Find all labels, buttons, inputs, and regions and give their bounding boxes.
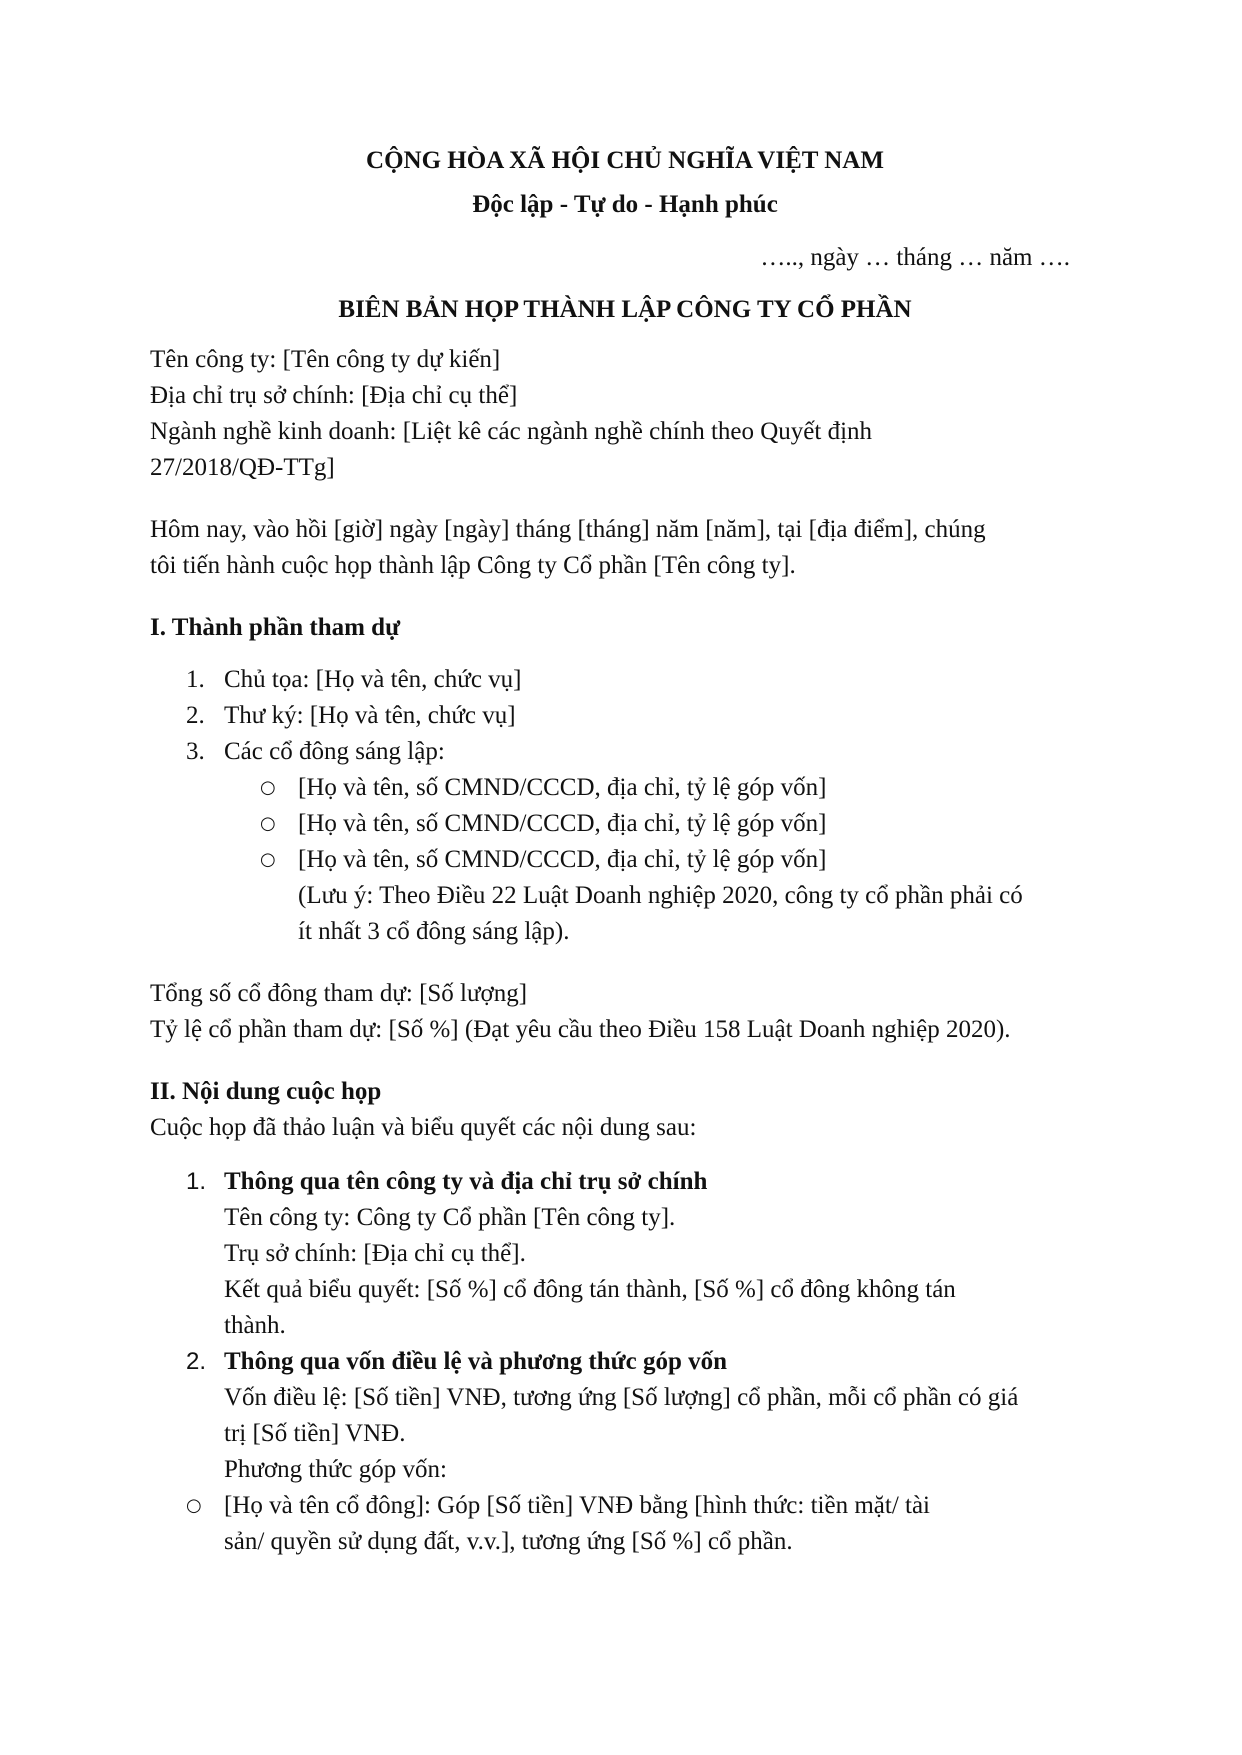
- shareholder-text: [Họ và tên, số CMND/CCCD, địa chỉ, tỷ lệ góp vốn]: [298, 810, 827, 837]
- share-ratio: Tỷ lệ cổ phần tham dự: [Số %] (Đạt yêu cầu theo Điều 158 Luật Doanh nghiệp 2020).: [150, 1016, 1011, 1043]
- contribution-item: [150, 1488, 1100, 1560]
- agenda-list: [150, 1164, 1100, 1560]
- section-2-intro: Cuộc họp đã thảo luận và biểu quyết các nội dung sau:: [150, 1114, 697, 1141]
- list-item-text: Các cổ đông sáng lập:: [224, 738, 445, 765]
- document-page: [150, 142, 1100, 1560]
- list-item: [150, 734, 1100, 950]
- list-item-text: Thư ký: [Họ và tên, chức vụ]: [224, 702, 516, 729]
- business-line-1: Ngành nghề kinh doanh: [Liệt kê các ngành nghề chính theo Quyết định: [150, 418, 873, 445]
- shareholder-item: [224, 806, 1100, 842]
- note-line-2: ít nhất 3 cổ đông sáng lập).: [298, 918, 570, 945]
- list-number: 1.: [186, 666, 205, 693]
- company-address-line: Địa chỉ trụ sở chính: [Địa chỉ cụ thể]: [150, 382, 518, 409]
- shareholder-item: [224, 842, 1100, 950]
- attendee-list: [150, 662, 1100, 950]
- agenda-line: Phương thức góp vốn:: [224, 1456, 447, 1483]
- list-number: 2.: [186, 702, 205, 729]
- intro-line-1: Hôm nay, vào hồi [giờ] ngày [ngày] tháng [tháng] năm [năm], tại [địa điểm], chúng: [150, 516, 986, 543]
- intro-line-2: tôi tiến hành cuộc họp thành lập Công ty Cổ phần [Tên công ty].: [150, 552, 796, 579]
- shareholder-text: [Họ và tên, số CMND/CCCD, địa chỉ, tỷ lệ góp vốn]: [298, 846, 827, 873]
- total-attendees: Tổng số cổ đông tham dự: [Số lượng]: [150, 980, 528, 1007]
- list-number: 2.: [186, 1348, 207, 1375]
- circle-bullet-icon: ○: [186, 1495, 202, 1516]
- national-title: CỘNG HÒA XÃ HỘI CHỦ NGHĨA VIỆT NAM: [366, 147, 884, 174]
- circle-bullet-icon: ○: [260, 813, 276, 834]
- agenda-item-heading: Thông qua tên công ty và địa chỉ trụ sở chính: [224, 1168, 708, 1195]
- list-number: 1.: [186, 1168, 207, 1195]
- agenda-item: [150, 1344, 1100, 1560]
- agenda-line: thành.: [224, 1312, 286, 1339]
- circle-bullet-icon: ○: [260, 777, 276, 798]
- agenda-item: [150, 1164, 1100, 1344]
- contribution-list: [186, 1488, 1100, 1560]
- agenda-line: Vốn điều lệ: [Số tiền] VNĐ, tương ứng [Số lượng] cổ phần, mỗi cổ phần có giá: [224, 1384, 1019, 1411]
- agenda-line: Tên công ty: Công ty Cổ phần [Tên công ty].: [224, 1204, 676, 1231]
- intro-paragraph: [150, 512, 1100, 584]
- shareholder-item: [224, 770, 1100, 806]
- business-line-2: 27/2018/QĐ-TTg]: [150, 454, 335, 481]
- list-item: [150, 698, 1100, 734]
- contribution-line-2: sản/ quyền sử dụng đất, v.v.], tương ứng [Số %] cổ phần.: [224, 1528, 793, 1555]
- document-title: BIÊN BẢN HỌP THÀNH LẬP CÔNG TY CỔ PHẦN: [338, 296, 912, 323]
- agenda-line: Kết quả biểu quyết: [Số %] cổ đông tán thành, [Số %] cổ đông không tán: [224, 1276, 956, 1303]
- shareholder-list: [224, 770, 1100, 950]
- attendance-summary: [150, 976, 1100, 1048]
- agenda-item-heading: Thông qua vốn điều lệ và phương thức góp vốn: [224, 1348, 728, 1375]
- company-info: [150, 342, 1100, 486]
- contribution-line-1: [Họ và tên cổ đông]: Góp [Số tiền] VNĐ bằng [hình thức: tiền mặt/ tài: [224, 1492, 931, 1519]
- company-name-line: Tên công ty: [Tên công ty dự kiến]: [150, 346, 501, 373]
- list-number: 3.: [186, 738, 205, 765]
- list-item: [150, 662, 1100, 698]
- section-2-heading: II. Nội dung cuộc họp: [150, 1078, 382, 1105]
- shareholder-text: [Họ và tên, số CMND/CCCD, địa chỉ, tỷ lệ góp vốn]: [298, 774, 827, 801]
- section-1-heading: I. Thành phần tham dự: [150, 614, 401, 641]
- agenda-line: Trụ sở chính: [Địa chỉ cụ thể].: [224, 1240, 526, 1267]
- list-item-text: Chủ tọa: [Họ và tên, chức vụ]: [224, 666, 522, 693]
- date-line: ….., ngày … tháng … năm ….: [760, 244, 1070, 271]
- national-motto: Độc lập - Tự do - Hạnh phúc: [472, 191, 778, 218]
- agenda-line: trị [Số tiền] VNĐ.: [224, 1420, 406, 1447]
- note-line-1: (Lưu ý: Theo Điều 22 Luật Doanh nghiệp 2020, công ty cổ phần phải có: [298, 882, 1023, 909]
- circle-bullet-icon: ○: [260, 849, 276, 870]
